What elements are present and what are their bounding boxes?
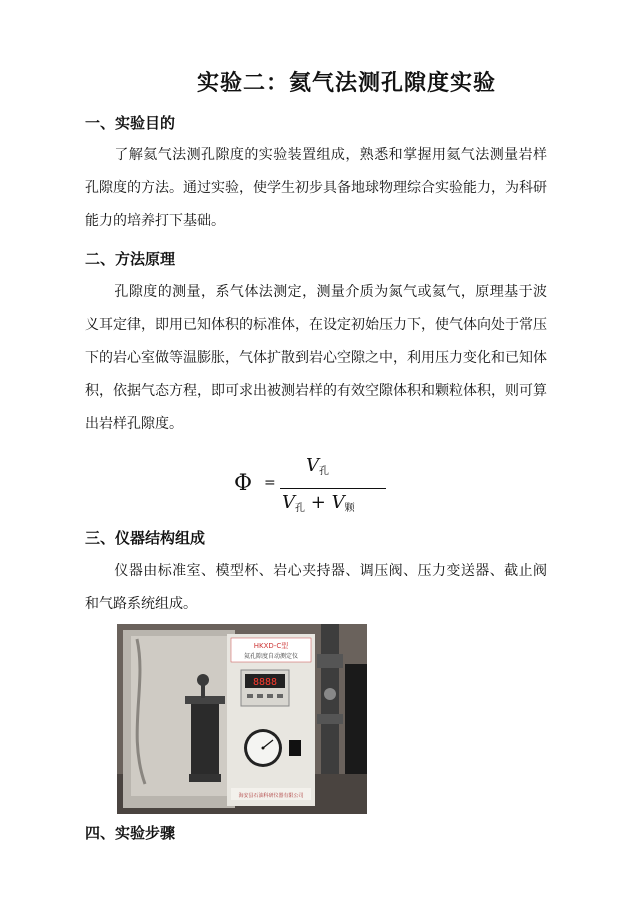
section-heading-apparatus: 三、仪器结构组成: [85, 529, 206, 547]
model-label: HKXD-C型: [253, 642, 289, 650]
section-heading-procedure: 四、实验步骤: [85, 824, 176, 842]
page-title: 实验二：氦气法测孔隙度实验: [196, 71, 496, 96]
fraction-bar: [280, 488, 386, 489]
section-text-purpose: 了解氦气法测孔隙度的实验装置组成，熟悉和掌握用氦气法测量岩样孔隙度的方法。通过实验，使学生初步具备地球物理综合实验能力，为科研能力的培养打下基础。: [85, 147, 547, 229]
instrument-photo: [117, 624, 367, 814]
section-text-principle: 孔隙度的测量，系气体法测定，测量介质为氮气或氦气，原理基于波义耳定律，即用已知体积的标准体，在设定初始压力下，使气体向处于常压下的岩心室做等温膨胀，气体扩散到岩心空隙之中，利用压力变化和已知体积，依据气态方程，即可求出被测岩样的有效空隙体积和颗粒体积，则可算出岩样孔隙度。: [85, 284, 547, 432]
display-readout: 8888: [252, 677, 278, 688]
section-heading-purpose: 一、实验目的: [85, 114, 176, 132]
formula-equals: =: [264, 475, 276, 491]
formula-numerator: $V_孔$: [306, 455, 329, 477]
formula-phi: Φ: [234, 471, 253, 496]
formula-denominator: $V_孔 + V_颗$: [282, 492, 355, 514]
porosity-formula: [230, 455, 390, 515]
section-text-apparatus: 仪器由标准室、模型杯、岩心夹持器、调压阀、压力变送器、截止阀和气路系统组成。: [85, 563, 547, 612]
section-heading-principle: 二、方法原理: [85, 250, 176, 268]
instrument-name-label: 氦孔隙度自动测定仪: [243, 653, 299, 660]
company-label: 海安县石油科研仪器有限公司: [238, 793, 304, 799]
